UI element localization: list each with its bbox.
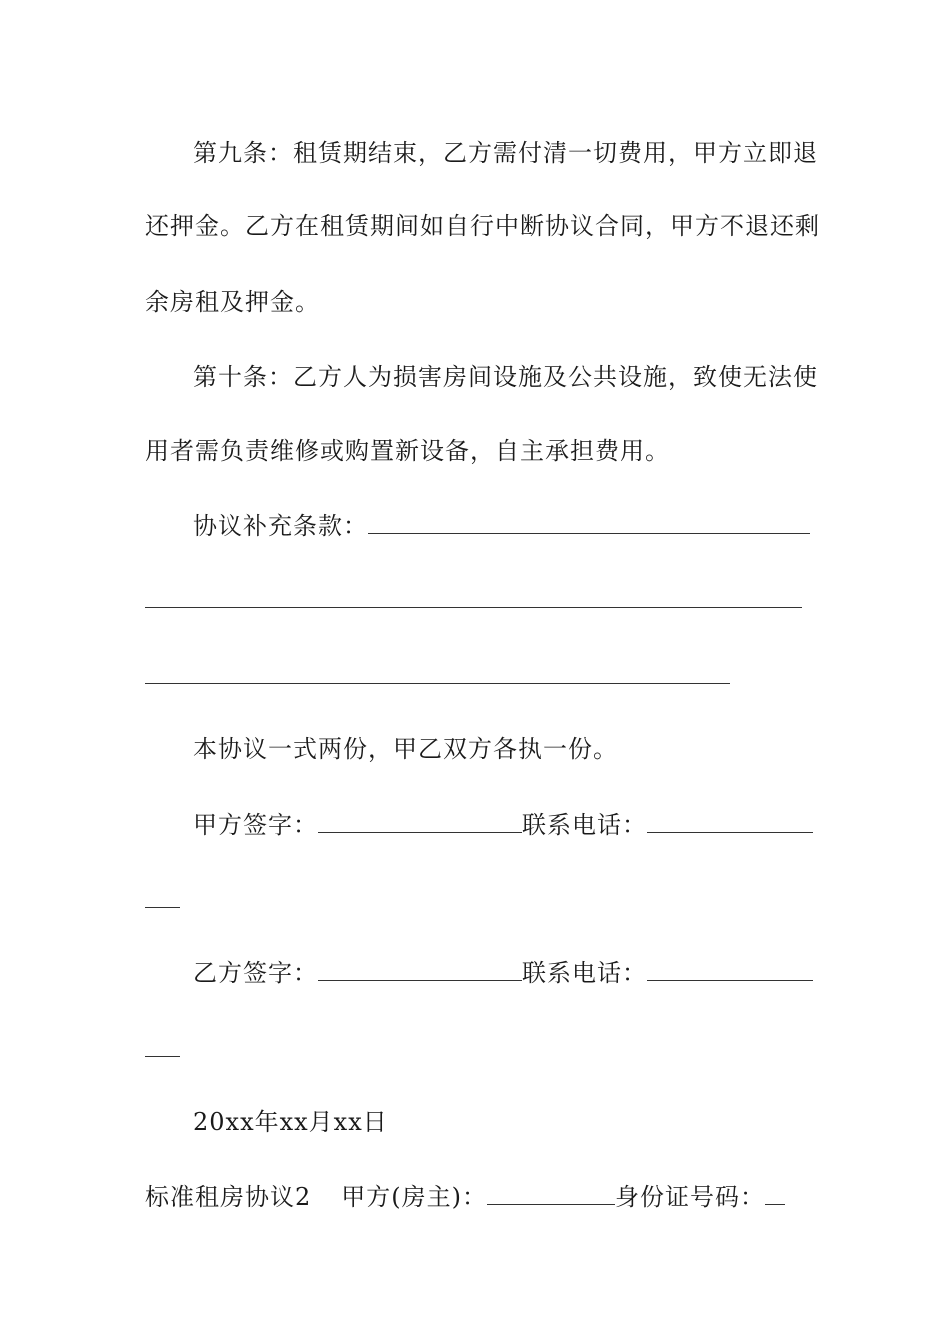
landlord-blank[interactable] [487, 1184, 615, 1205]
supplement-blank-1[interactable] [368, 513, 810, 534]
article-10-line-2: 用者需负责维修或购置新设备，自主承担费用。 [145, 437, 670, 465]
party-b-phone-blank[interactable] [647, 960, 813, 981]
party-a-sign-label: 甲方签字： [193, 811, 318, 839]
landlord-label: 甲方(房主)： [341, 1183, 488, 1211]
copies-text: 本协议一式两份，甲乙双方各执一份。 [193, 735, 618, 763]
party-a-sign-blank[interactable] [318, 812, 522, 833]
id-number-label: 身份证号码： [615, 1183, 766, 1211]
party-a-phone-label: 联系电话： [522, 811, 647, 839]
supplement-label: 协议补充条款： [193, 512, 368, 540]
article-9-line-1: 第九条：租赁期结束，乙方需付清一切费用，甲方立即退 [193, 139, 818, 167]
party-b-sign-label: 乙方签字： [193, 959, 318, 987]
id-number-blank[interactable] [765, 1184, 785, 1205]
party-a-phone-blank-cont[interactable] [145, 907, 180, 908]
supplement-blank-2[interactable] [145, 607, 802, 608]
party-a-phone-blank[interactable] [647, 812, 813, 833]
next-section-title: 标准租房协议2 [145, 1183, 312, 1211]
party-b-row [193, 959, 813, 987]
article-9-line-2: 还押金。乙方在租赁期间如自行中断协议合同，甲方不退还剩 [145, 212, 820, 240]
article-9-line-3: 余房租及押金。 [145, 288, 320, 316]
article-10-line-1: 第十条：乙方人为损害房间设施及公共设施，致使无法使 [193, 363, 818, 391]
party-b-phone-blank-cont[interactable] [145, 1056, 180, 1057]
party-b-phone-label: 联系电话： [522, 959, 647, 987]
next-section-row [145, 1183, 785, 1211]
supplement-row [193, 512, 810, 540]
party-b-sign-blank[interactable] [318, 960, 522, 981]
party-a-row [193, 811, 813, 839]
supplement-blank-3[interactable] [145, 683, 730, 684]
date-text: 20xx年xx月xx日 [193, 1108, 388, 1136]
